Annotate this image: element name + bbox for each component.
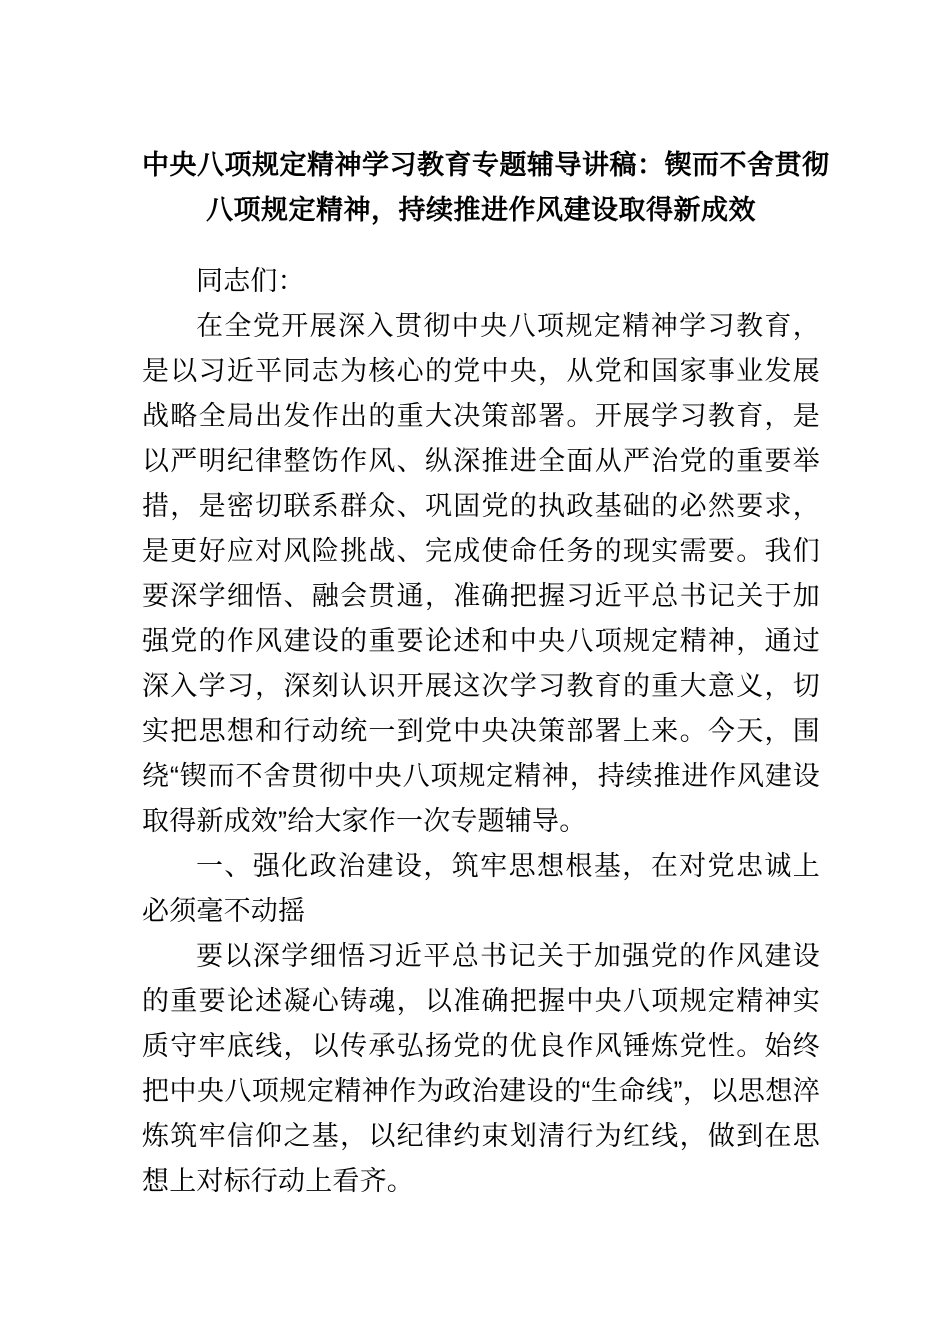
- document-title-line-2: 八项规定精神，持续推进作风建设取得新成效: [206, 195, 756, 225]
- document-title: [142, 143, 830, 233]
- document-title-line-1: 中央八项规定精神学习教育专题辅导讲稿：锲而不舍贯彻: [142, 150, 830, 180]
- body-paragraph-section-1: 要以深学细悟习近平总书记关于加强党的作风建设的重要论述凝心铸魂，以准确把握中央八项规定精神实质守牢底线，以传承弘扬党的优良作风锤炼党性。始终把中央八项规定精神作为政治建设的“生命线”，以思想淬炼筑牢信仰之基，以纪律约束划清行为红线，做到在思想上对标行动上看齐。: [142, 941, 820, 1196]
- section-heading-1: 一、强化政治建设，筑牢思想根基，在对党忠诚上必须毫不动摇: [142, 851, 820, 926]
- document-body: [142, 259, 820, 1204]
- body-paragraph-intro: 在全党开展深入贯彻中央八项规定精神学习教育，是以习近平同志为核心的党中央，从党和国家事业发展战略全局出发作出的重大决策部署。开展学习教育，是以严明纪律整饬作风、纵深推进全面从严治党的重要举措，是密切联系群众、巩固党的执政基础的必然要求，是更好应对风险挑战、完成使命任务的现实需要。我们要深学细悟、融会贯通，准确把握习近平总书记关于加强党的作风建设的重要论述和中央八项规定精神，通过深入学习，深刻认识开展这次学习教育的重大意义，切实把思想和行动统一到党中央决策部署上来。今天，围绕“锲而不舍贯彻中央八项规定精神，持续推进作风建设取得新成效”给大家作一次专题辅导。: [142, 311, 820, 836]
- salutation-paragraph: 同志们：: [196, 266, 305, 296]
